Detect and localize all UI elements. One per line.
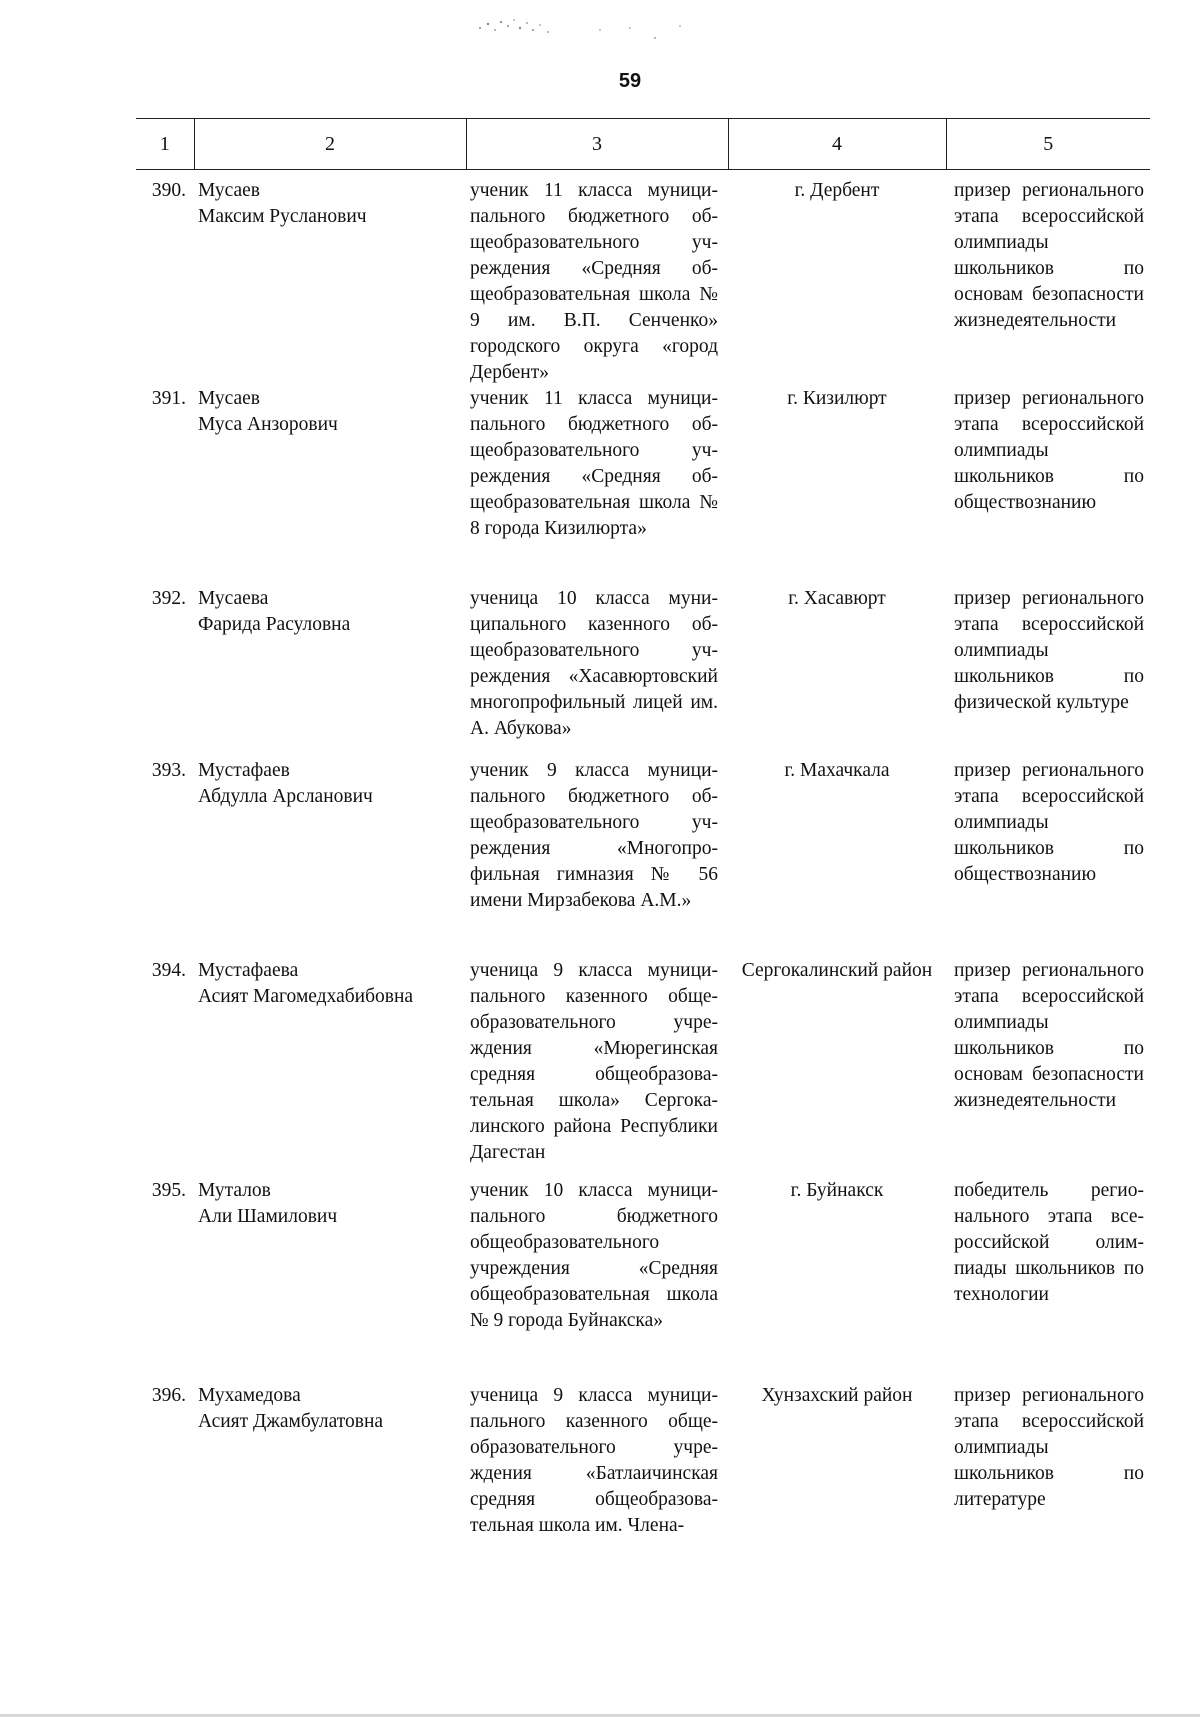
awardees-table — [136, 118, 1150, 1553]
student-institution: ученик 11 класса муниципального бюджетного общеобразовательного учреждения «Средняя общеобразовательная школа № 9 им. В.П. Сенченко» городского округа «город Дербент» — [470, 180, 718, 383]
student-award: призер регионального этапа всероссийской олимпиады школьников по физической культуре — [954, 588, 1144, 713]
student-location: Хунзахский район — [761, 1385, 913, 1406]
row-number: 395. — [151, 1180, 186, 1201]
student-institution: ученица 10 класса муниципального казенного общеобразовательного учреждения «Хасавюртовский многопрофильный лицей им. А. Абукова» — [470, 588, 718, 739]
student-award: призер регионального этапа всероссийской олимпиады школьников по основам безопасности жизнедеятельности — [954, 180, 1144, 331]
student-institution: ученица 9 класса муниципального казенного общеобразовательного учреждения «Батлаичинская средняя общеобразовательная школа им. Члена- — [470, 1385, 718, 1536]
table-row — [136, 1178, 1150, 1383]
row-number: 394. — [151, 960, 186, 981]
student-name — [194, 1178, 466, 1383]
row-number: 392. — [151, 588, 186, 609]
table-header-row — [136, 119, 1150, 170]
student-award: призер регионального этапа всероссийской олимпиады школьников по обществознанию — [954, 388, 1144, 513]
scan-noise-marks — [470, 10, 730, 50]
student-name — [194, 586, 466, 758]
student-surname: Мусаев — [198, 180, 261, 201]
table-row — [136, 758, 1150, 958]
student-surname: Мухамедова — [198, 1385, 301, 1406]
column-header-2: 2 — [194, 119, 466, 170]
student-award: призер регионального этапа всероссийской олимпиады школьников по основам безопасности жизнедеятельности — [954, 960, 1144, 1111]
student-institution: ученик 9 класса муниципального бюджетного общеобразовательного учреждения «Многопрофильная гимназия № 56 имени Мирзабекова А.М.» — [470, 760, 718, 911]
column-header-1: 1 — [136, 119, 194, 170]
student-surname: Мустафаева — [198, 960, 299, 981]
table-row — [136, 170, 1150, 387]
student-given-name: Асият Джамбулатовна — [198, 1411, 384, 1432]
row-number: 391. — [151, 388, 186, 409]
student-name — [194, 758, 466, 958]
student-surname: Мусаева — [198, 588, 269, 609]
student-given-name: Али Шамилович — [198, 1206, 338, 1227]
page-number: 59 — [618, 70, 642, 92]
student-institution: ученица 9 класса муниципального казенного общеобразовательного учреждения «Мюрегинская средняя общеобразовательная школа» Сергокалинского района Республики Дагестан — [470, 960, 718, 1163]
student-surname: Мусаев — [198, 388, 261, 409]
student-name — [194, 1383, 466, 1553]
row-number: 396. — [151, 1385, 186, 1406]
column-header-3: 3 — [466, 119, 728, 170]
student-name — [194, 170, 466, 387]
student-location: Сергокалинский район — [741, 960, 933, 981]
student-surname: Мустафаев — [198, 760, 290, 781]
table-row — [136, 1383, 1150, 1553]
student-award: призер регионального этапа всероссийской олимпиады школьников по литературе — [954, 1385, 1144, 1510]
student-location: г. Хасавюрт — [788, 588, 886, 609]
row-number: 393. — [151, 760, 186, 781]
student-award: призер регионального этапа всероссийской олимпиады школьников по обществознанию — [954, 760, 1144, 885]
student-location: г. Буйнакск — [790, 1180, 884, 1201]
scan-bottom-edge — [0, 1709, 1200, 1717]
student-surname: Муталов — [198, 1180, 271, 1201]
student-given-name: Максим Русланович — [198, 206, 367, 227]
student-location: г. Махачкала — [784, 760, 890, 781]
awardees-table-container — [136, 118, 1150, 1553]
student-name — [194, 386, 466, 586]
student-location: г. Дербент — [794, 180, 880, 201]
column-header-5: 5 — [946, 119, 1150, 170]
student-given-name: Муса Анзорович — [198, 414, 338, 435]
student-given-name: Абдулла Арсланович — [198, 786, 373, 807]
student-given-name: Асият Магомедхабибовна — [198, 986, 414, 1007]
student-award: победитель регионального этапа всероссийской олимпиады школьников по технологии — [954, 1180, 1144, 1305]
table-row — [136, 958, 1150, 1178]
student-institution: ученик 11 класса муниципального бюджетного общеобразовательного учреждения «Средняя общеобразовательная школа № 8 города Кизилюрта» — [470, 388, 718, 539]
column-header-4: 4 — [728, 119, 946, 170]
student-given-name: Фарида Расуловна — [198, 614, 351, 635]
table-row — [136, 386, 1150, 586]
table-row — [136, 586, 1150, 758]
row-number: 390. — [151, 180, 186, 201]
student-name — [194, 958, 466, 1178]
student-institution: ученик 10 класса муниципального бюджетного общеобразовательного учреждения «Средняя общеобразовательная школа № 9 города Буйнакска» — [470, 1180, 718, 1331]
student-location: г. Кизилюрт — [787, 388, 887, 409]
